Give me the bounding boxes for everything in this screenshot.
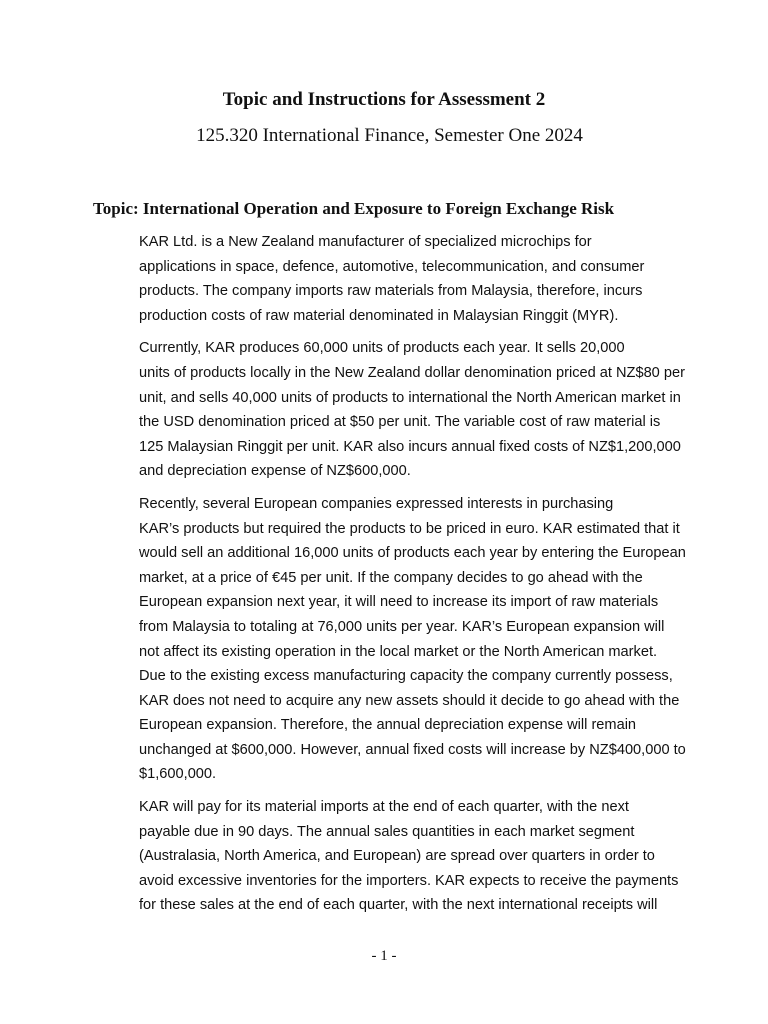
text-line: unchanged at $600,000. However, annual fixed costs will increase by NZ$400,000 to (139, 741, 686, 758)
paragraph-4 (93, 795, 683, 918)
text-line: $1,600,000. (139, 766, 217, 783)
page-number: - 1 - (371, 948, 397, 964)
document-body (93, 230, 686, 926)
course-subtitle: 125.320 International Finance, Semester One 2024 (196, 125, 583, 146)
text-line: unit, and sells 40,000 units of products to international the North American market in (139, 389, 681, 406)
text-line: Recently, several European companies expressed interests in purchasing (139, 495, 614, 512)
text-line: Due to the existing excess manufacturing capacity the company currently possess, (139, 668, 673, 685)
paragraph-3 (93, 492, 686, 787)
text-line: for these sales at the end of each quarter, with the next international receipts will (139, 897, 658, 914)
text-line: 125 Malaysian Ringgit per unit. KAR also incurs annual fixed costs of NZ$1,200,000 (139, 438, 681, 455)
text-line: from Malaysia to totaling at 76,000 units per year. KAR’s European expansion will (139, 618, 665, 635)
text-line: the USD denomination priced at $50 per unit. The variable cost of raw material is (139, 414, 661, 431)
text-line: production costs of raw material denominated in Malaysian Ringgit (MYR). (139, 307, 619, 324)
text-line: would sell an additional 16,000 units of products each year by entering the European (139, 545, 686, 562)
text-line: units of products locally in the New Zealand dollar denomination priced at NZ$80 per (139, 364, 685, 381)
text-line: KAR will pay for its material imports at the end of each quarter, with the next (139, 799, 629, 816)
paragraph-2 (93, 336, 683, 484)
topic-heading: Topic: International Operation and Exposure to Foreign Exchange Risk (93, 199, 615, 218)
text-line: not affect its existing operation in the local market or the North American market. (139, 643, 658, 660)
text-line: Currently, KAR produces 60,000 units of products each year. It sells 20,000 (139, 340, 625, 357)
text-line: European expansion. Therefore, the annual depreciation expense will remain (139, 717, 637, 734)
text-line: payable due in 90 days. The annual sales quantities in each market segment (139, 823, 635, 840)
document-title: Topic and Instructions for Assessment 2 (222, 89, 546, 110)
text-line: and depreciation expense of NZ$600,000. (139, 463, 411, 480)
text-line: (Australasia, North America, and European) are spread over quarters in order to (139, 848, 655, 865)
text-line: European expansion next year, it will need to increase its import of raw materials (139, 594, 659, 611)
paragraph-1 (93, 230, 683, 328)
text-line: KAR’s products but required the products to be priced in euro. KAR estimated that it (139, 520, 680, 537)
text-line: avoid excessive inventories for the importers. KAR expects to receive the payments (139, 872, 679, 889)
text-line: applications in space, defence, automotive, telecommunication, and consumer (139, 258, 645, 275)
text-line: KAR does not need to acquire any new assets should it decide to go ahead with the (139, 692, 680, 709)
text-line: market, at a price of €45 per unit. If the company decides to go ahead with the (139, 569, 643, 586)
text-line: products. The company imports raw materials from Malaysia, therefore, incurs (139, 283, 643, 300)
text-line: KAR Ltd. is a New Zealand manufacturer of specialized microchips for (139, 234, 592, 250)
